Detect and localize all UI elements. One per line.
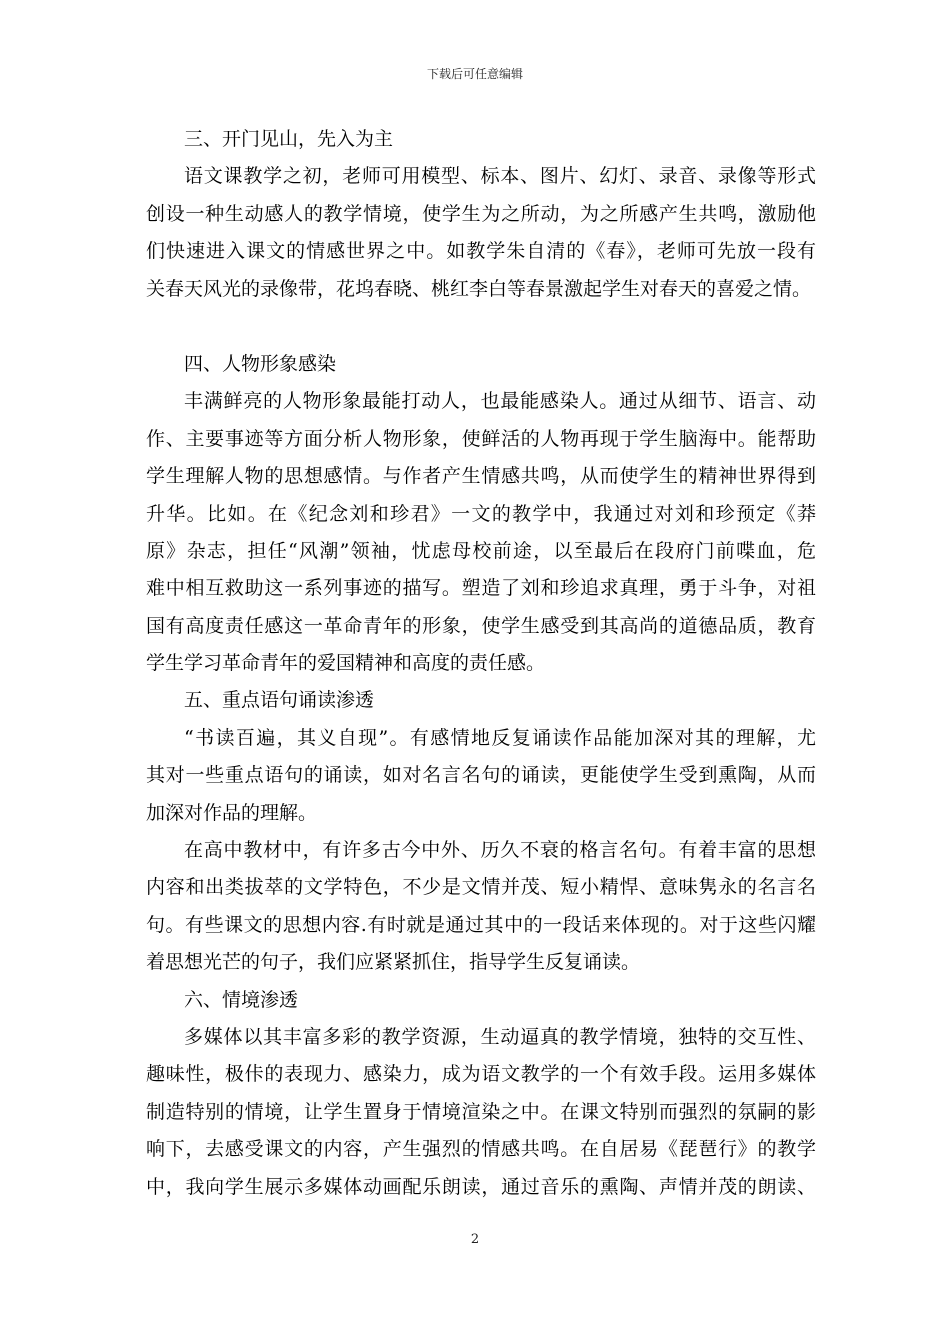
paragraph bbox=[146, 383, 816, 682]
paragraph-line: 内容和出类拔萃的文学特色，不少是文情并茂、短小精悍、意味隽永的名言名 bbox=[146, 876, 816, 899]
paragraph bbox=[146, 158, 816, 308]
paragraph-line: 制造特别的情境，让学生置身于情境渲染之中。在课文特别而强烈的氛嗣的影 bbox=[146, 1100, 816, 1123]
paragraph-line: 其对一些重点语句的诵读，如对名言名句的诵读，更能使学生受到熏陶，从而 bbox=[146, 764, 816, 787]
paragraph-line: 原》杂志，担任“风潮”领袖，忧虑母校前途，以至最后在段府门前喋血，危 bbox=[146, 539, 816, 562]
paragraph-line: 学生理解人物的思想感情。与作者产生情感共鸣，从而使学生的精神世界得到 bbox=[146, 465, 816, 488]
paragraph-line: 趣味性，极佧的表现力、感染力，成为语文教学的一个有效手段。运用多媒体 bbox=[146, 1063, 816, 1086]
paragraph-line: 着思想光芒的句子，我们应紧紧抓住，指导学生反复诵读。 bbox=[146, 951, 641, 974]
paragraph-line: 句。有些课文的思想内容.有时就是通过其中的一段话来体现的。对于这些闪耀 bbox=[146, 913, 816, 936]
paragraph-line: 响下，去感受课文的内容，产生强烈的情感共鸣。在自居易《琵琶行》的教学 bbox=[146, 1138, 816, 1161]
paragraph-line: 丰满鲜亮的人物形象最能打动人，也最能感染人。通过从细节、语言、动 bbox=[184, 390, 816, 413]
section-heading: 六、情境渗透 bbox=[184, 988, 299, 1011]
document-body bbox=[146, 121, 816, 1206]
paragraph bbox=[146, 1019, 816, 1206]
paragraph-line: 关春天风光的录像带，花坞春晓、桃红李白等春景激起学生对春天的喜爱之情。 bbox=[146, 277, 812, 300]
blank-line bbox=[146, 308, 816, 346]
paragraph-line: 作、主要事迹等方面分析人物形象，使鲜活的人物再现于学生脑海中。能帮助 bbox=[146, 427, 816, 450]
page-number: 2 bbox=[470, 1232, 480, 1247]
section-heading: 五、重点语句诵读渗透 bbox=[184, 689, 375, 712]
paragraph-line: 学生学习革命青年的爱国精神和高度的责任感。 bbox=[146, 652, 546, 675]
paragraph-line: 创设一种生动感人的教学情境，使学生为之所动，为之所感产生共鸣，激励他 bbox=[146, 202, 816, 225]
paragraph-line: 升华。比如。在《纪念刘和珍君》一文的教学中，我通过对刘和珍预定《莽 bbox=[146, 502, 816, 525]
section-heading: 三、开门见山，先入为主 bbox=[184, 128, 394, 150]
paragraph-line: 们快速进入课文的情感世界之中。如教学朱自清的《春》，老师可先放一段有 bbox=[146, 240, 816, 263]
section-heading: 四、人物形象感染 bbox=[184, 352, 337, 375]
paragraph bbox=[146, 832, 816, 982]
paragraph-line: 加深对作品的理解。 bbox=[146, 801, 318, 824]
paragraph-line: 中，我向学生展示多媒体动画配乐朗读，通过音乐的熏陶、声情并茂的朗读、 bbox=[146, 1175, 816, 1198]
paragraph-line: 难中相互救助这一系列事迹的描写。塑造了刘和珍追求真理，勇于斗争，对祖 bbox=[146, 577, 816, 600]
paragraph-line: 国有高度责任感这一革命青年的形象，使学生感受到其高尚的道德品质，教育 bbox=[146, 614, 816, 637]
paragraph-line: 语文课教学之初，老师可用模型、标本、图片、幻灯、录音、录像等形式 bbox=[184, 165, 816, 188]
paragraph-line: 多媒体以其丰富多彩的教学资源，生动逼真的教学情境，独特的交互性、 bbox=[184, 1025, 816, 1048]
page-header: 下载后可任意编辑 bbox=[426, 67, 523, 81]
paragraph-line: 在高中教材中，有许多古今中外、历久不衰的格言名句。有着丰富的思想 bbox=[184, 839, 816, 862]
paragraph bbox=[146, 720, 816, 832]
paragraph-line: “书读百遍，其义自现”。有感情地反复诵读作品能加深对其的理解，尤 bbox=[184, 726, 816, 749]
